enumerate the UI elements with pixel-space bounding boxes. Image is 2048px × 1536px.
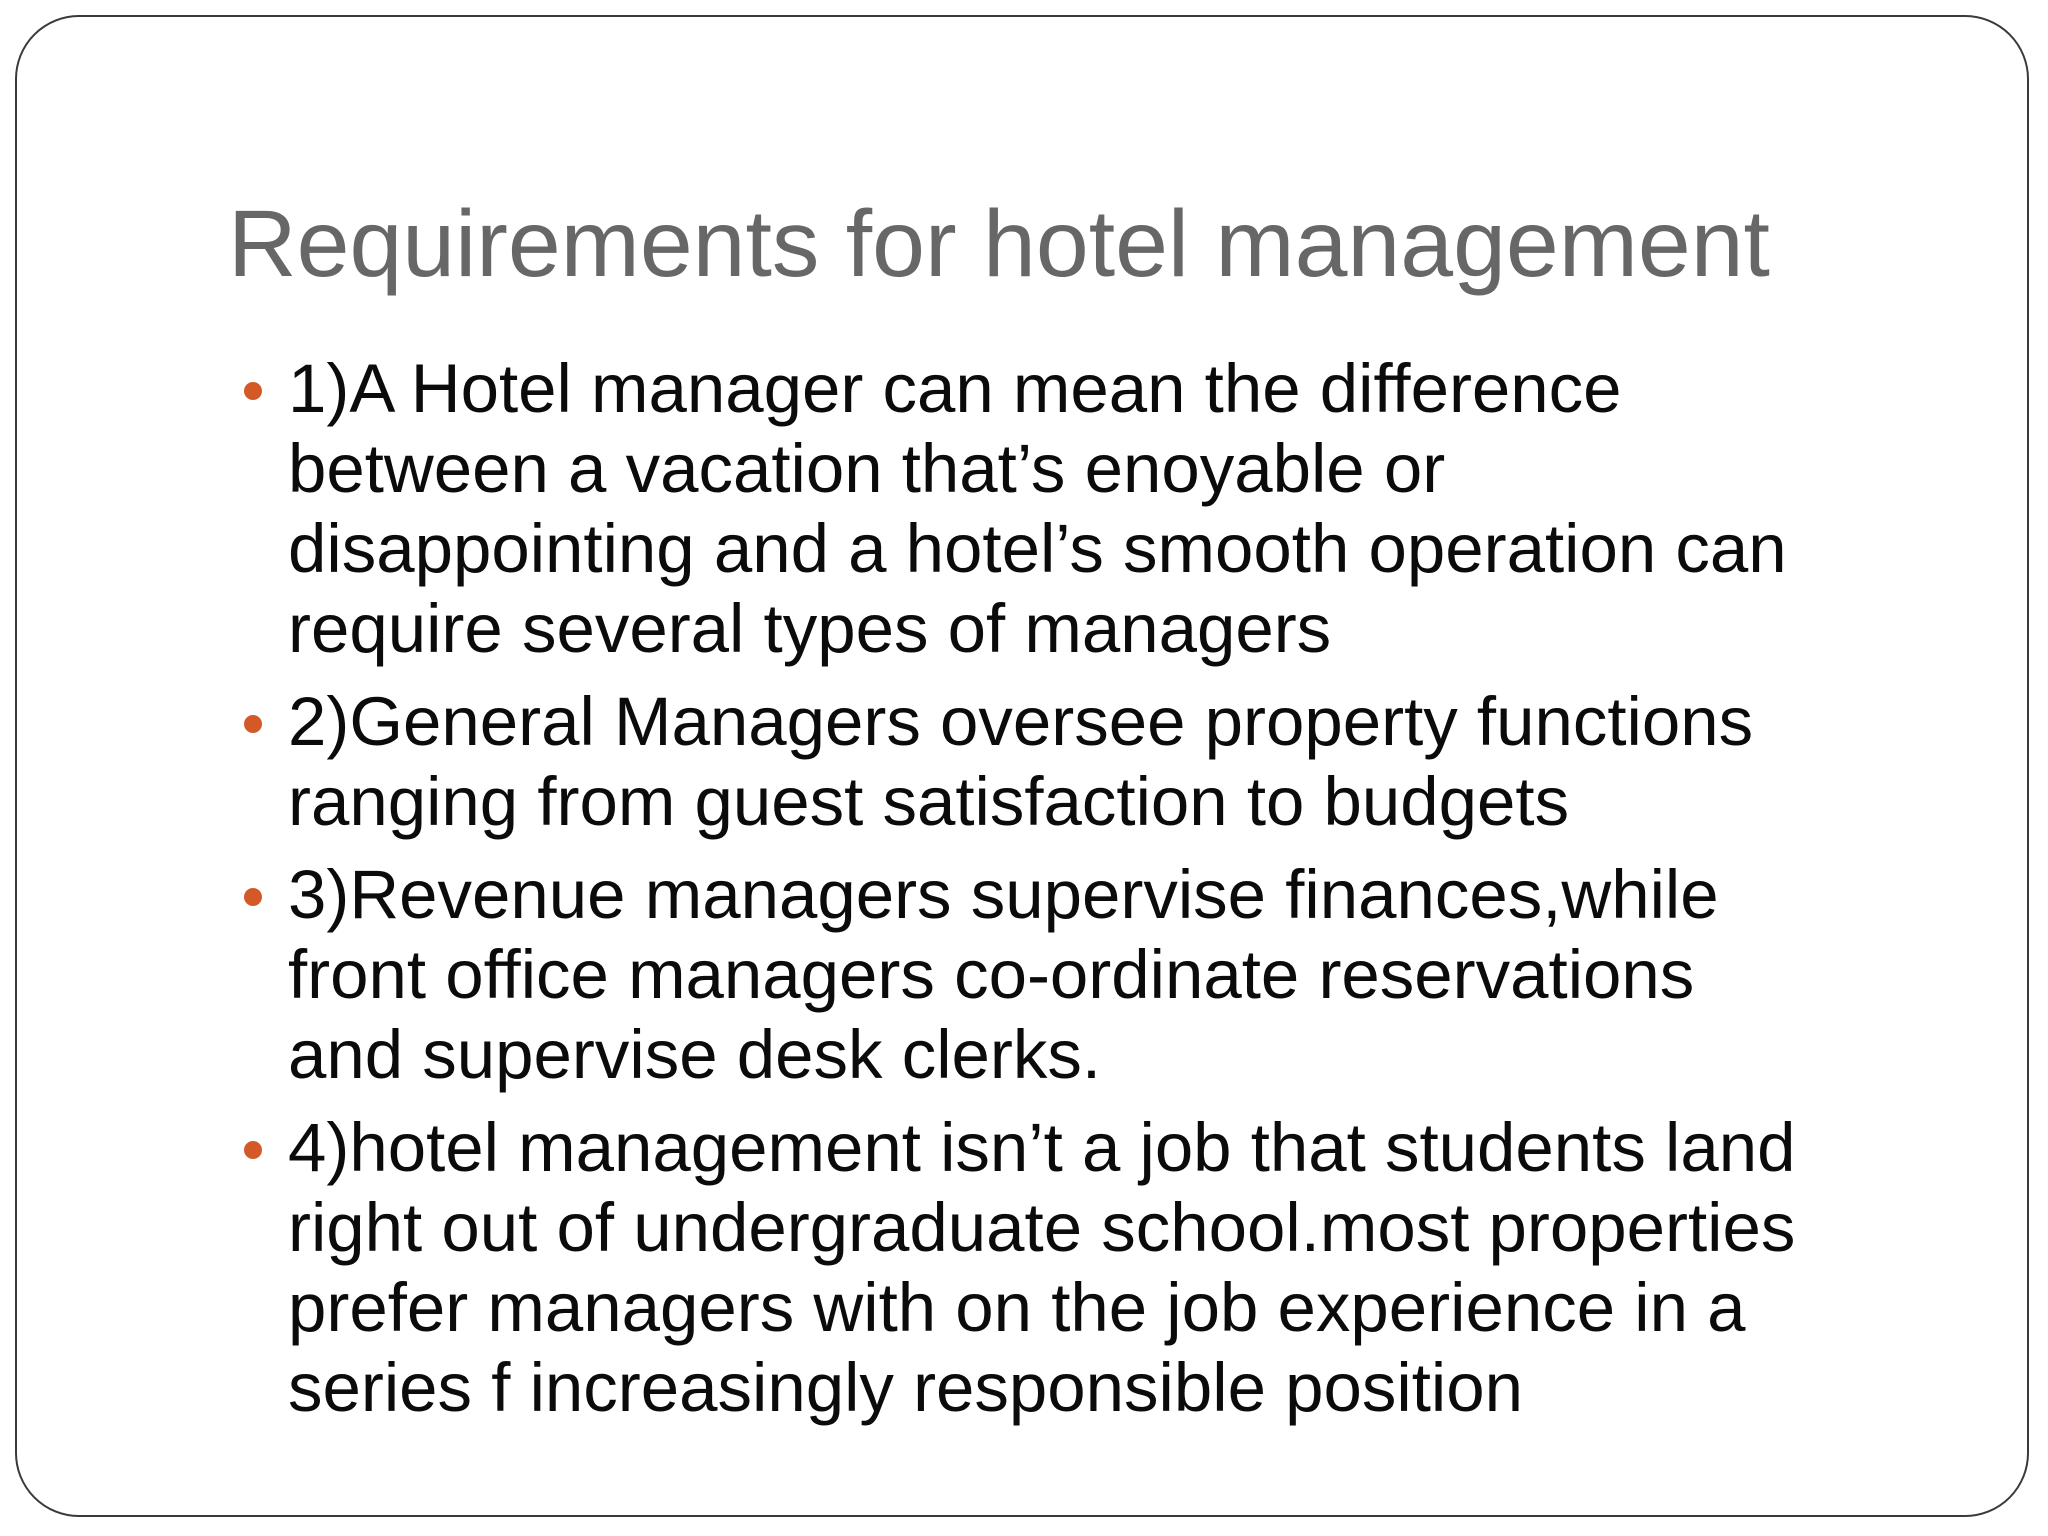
bullet-1-line-3: disappointing and a hotel’s smooth operation can — [288, 510, 1787, 587]
bullet-item-4 — [288, 1108, 1948, 1428]
bullet-3-line-3: and supervise desk clerks. — [288, 1016, 1102, 1093]
bullet-4-line-1: 4)hotel management isn’t a job that students land — [288, 1109, 1796, 1186]
bullet-list — [288, 349, 1948, 1441]
bullet-3-line-1: 3)Revenue managers supervise finances,while — [288, 856, 1719, 933]
bullet-item-1 — [288, 349, 1948, 669]
bullet-4-line-4: series f increasingly responsible position — [288, 1349, 1523, 1426]
bullet-4-line-3: prefer managers with on the job experience in a — [288, 1269, 1746, 1346]
bullet-1-line-1: 1)A Hotel manager can mean the difference — [288, 350, 1622, 427]
bullet-2-line-2: ranging from guest satisfaction to budgets — [288, 763, 1570, 840]
bullet-dot-icon — [244, 382, 262, 400]
bullet-dot-icon — [244, 888, 262, 906]
slide-title: Requirements for hotel management — [228, 191, 1770, 297]
bullet-item-3 — [288, 855, 1948, 1095]
bullet-dot-icon — [244, 1141, 262, 1159]
bullet-3-line-2: front office managers co-ordinate reservations — [288, 936, 1695, 1013]
bullet-1-line-4: require several types of managers — [288, 590, 1332, 667]
bullet-1-line-2: between a vacation that’s enoyable or — [288, 430, 1446, 507]
bullet-dot-icon — [244, 715, 262, 733]
slide-frame — [15, 15, 2029, 1517]
bullet-item-2 — [288, 682, 1948, 842]
bullet-4-line-2: right out of undergraduate school.most properties — [288, 1189, 1796, 1266]
bullet-2-line-1: 2)General Managers oversee property functions — [288, 683, 1754, 760]
